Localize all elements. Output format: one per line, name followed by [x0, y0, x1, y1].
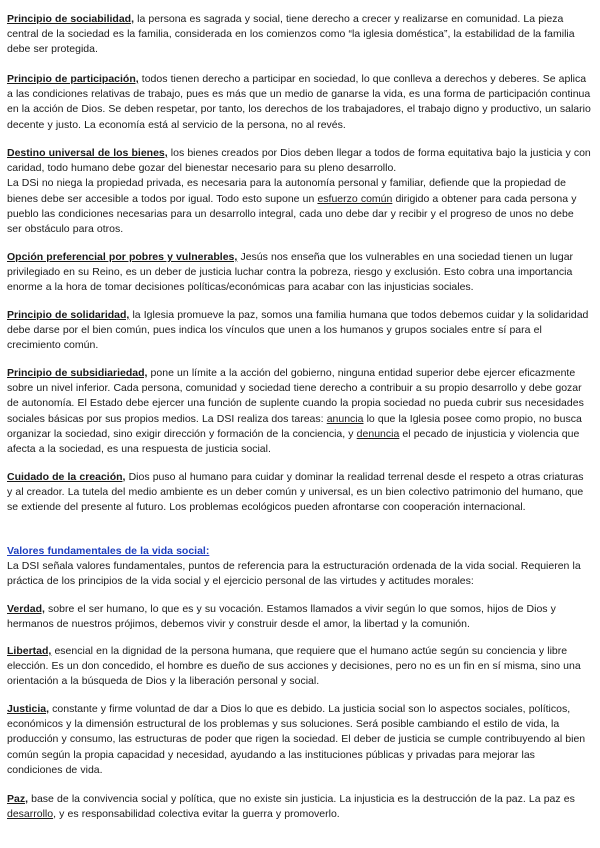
- text-destino-universal: los bienes creados por Dios deben llegar a todos de forma equitativa bajo la justicia y con caridad, todo humano debe gozar del bienestar necesario para su pleno desarrollo.: [7, 147, 591, 175]
- text-destino-universal-2a: La DSi no niega la propiedad privada, es necesaria para la autonomía personal y familiar, defiende que la propiedad de bienes debe ser accesible a todos por igual. Todo esto supone un: [7, 177, 566, 205]
- esfuerzo-comun-link[interactable]: esfuerzo común: [317, 192, 393, 205]
- paragraph-subsidiariedad: [7, 366, 591, 457]
- text-subsidiariedad: pone un límite a la acción del gobierno, ninguna entidad superior debe ejercer eficazmente sobre un nivel inferior. Cada persona, comunidad y sociedad tiene derecho a contribuir a su propio desarrollo y debe gozar de autonomía. El Estado debe ejercer una función de suplente cuando la propia sociedad no pueda cubrir sus necesidades sociales básicas por sus propios medios. La DSI realiza dos tareas:: [7, 367, 584, 425]
- text-opcion-preferencial: Jesús nos enseña que los vulnerables en una sociedad tienen un lugar privilegiado en su Reino, es un deber de justicia luchar contra la pobreza, riesgo y exclusión. Esto cobra una importancia enorme a la hora de tomar decisiones políticas/económicas para acabar con las injusticias sociales.: [7, 251, 574, 294]
- heading-valores-fundamentales[interactable]: Valores fundamentales de la vida social:: [7, 545, 210, 557]
- paragraph-destino-universal: [7, 146, 591, 237]
- heading-opcion-preferencial: Opción preferencial por pobres y vulnerables,: [7, 251, 238, 263]
- heading-subsidiariedad: Principio de subsidiariedad,: [7, 367, 148, 379]
- heading-cuidado-creacion: Cuidado de la creación,: [7, 471, 126, 483]
- heading-destino-universal: Destino universal de los bienes,: [7, 147, 168, 159]
- paragraph-cuidado-creacion: [7, 470, 591, 516]
- paragraph-opcion-preferencial: [7, 250, 591, 296]
- paragraph-sociabilidad: [7, 12, 591, 58]
- heading-verdad: Verdad,: [7, 603, 45, 615]
- text-libertad: esencial en la dignidad de la persona humana, que requiere que el humano actúe según su conciencia y libre elección. Es un don concedido, el hombre es dueño de sus acciones y decisiones, pero no es un fin en sí misma, sino una orientación a la búsqueda de Dios y la liberación personal y social.: [7, 645, 581, 688]
- anuncia-link[interactable]: anuncia: [326, 412, 364, 425]
- text-justicia: constante y firme voluntad de dar a Dios lo que es debido. La justicia social son lo aspectos sociales, políticos, económicos y la dimensión estructural de los problemas y sus soluciones. Será posible cambiando el estilo de vida, la producción y consumo, las estructuras de poder que rigen la sociedad. El deber de justicia se cumple contribuyendo al bien común según la propia capacidad y necesidad, ayudando a las instituciones públicas y privadas para mejorar las condiciones de vida.: [7, 703, 586, 776]
- text-participacion: todos tienen derecho a participar en sociedad, lo que conlleva a derechos y deberes. Se aplica a las condiciones relativas de trabajo, pues es más que un medio de ganarse la vida, es una forma de participación continua en la acción de Dios. Se deben respetar, por tanto, los derechos de los trabajadores, el trabajo digno y productivo, un salario decente y justo. La economía está al servicio de la persona, no al revés.: [7, 73, 591, 131]
- text-sociabilidad: la persona es sagrada y social, tiene derecho a crecer y realizarse en comunidad. La pieza central de la sociedad es la familia, considerada en los comienzos como “la iglesia doméstica”, la estabilidad de la familia debe ser protegida.: [7, 13, 575, 56]
- text-destino-universal-2b: dirigido a obtener para cada persona y pueblo las condiciones necesarias para un desarrollo integral, cada uno debe dar y recibir y el progreso de unos no debe ser obstáculo para otros.: [7, 192, 577, 236]
- paragraph-libertad: [7, 644, 591, 690]
- heading-sociabilidad: Principio de sociabilidad,: [7, 13, 135, 25]
- desarrollo-link[interactable]: desarrollo: [7, 808, 54, 821]
- heading-participacion: Principio de participación,: [7, 73, 139, 85]
- paragraph-justicia: [7, 702, 591, 778]
- denuncia-link[interactable]: denuncia: [356, 427, 400, 440]
- paragraph-paz: [7, 792, 591, 822]
- heading-libertad: Libertad,: [7, 645, 52, 657]
- text-valores-fundamentales: La DSI señala valores fundamentales, puntos de referencia para la estructuración ordenada de la vida social. Requieren la práctica de los principios de la vida social y el ejercicio personal de las virtudes y actitudes morales:: [7, 560, 581, 588]
- text-subsidiariedad-b: lo que la Iglesia posee como propio, no busca organizar la sociedad, sino exigir dirección y formación de la conciencia, y: [7, 412, 582, 440]
- paragraph-verdad: [7, 602, 591, 632]
- text-verdad: sobre el ser humano, lo que es y su vocación. Estamos llamados a vivir según lo que somos, hijos de Dios y hermanos de nuestros prójimos, debemos vivir y construir desde el amor, la libertad y la comunión.: [7, 603, 556, 631]
- paragraph-solidaridad: [7, 308, 591, 354]
- text-cuidado-creacion: Dios puso al humano para cuidar y dominar la realidad terrenal desde el respeto a otras criaturas y al creador. La tutela del medio ambiente es un deber común y universal, es un bien colectivo patrimonio del humano, que se extiende del presente al futuro. Los problemas ecológicos pueden afrontarse con cooperación internacional.: [7, 471, 584, 514]
- text-paz-b: , y es responsabilidad colectiva evitar la guerra y promoverlo.: [53, 808, 340, 821]
- paragraph-participacion: [7, 72, 591, 133]
- heading-solidaridad: Principio de solidaridad,: [7, 309, 130, 321]
- paragraph-valores-fundamentales: [7, 544, 591, 590]
- text-subsidiariedad-c: el pecado de injusticia y violencia que afecta a la sociedad, es una respuesta de justicia social.: [7, 427, 580, 456]
- heading-justicia: Justicia,: [7, 703, 50, 715]
- heading-paz: Paz,: [7, 793, 29, 805]
- text-solidaridad: la Iglesia promueve la paz, somos una familia humana que todos debemos cuidar y la solidaridad debe darse por el bien común, pues indica los vínculos que unen a los humanos y grupos sociales entre sí para el crecimiento común.: [7, 309, 589, 352]
- text-paz: base de la convivencia social y política, que no existe sin justicia. La injusticia es la destrucción de la paz. La paz es: [28, 793, 575, 805]
